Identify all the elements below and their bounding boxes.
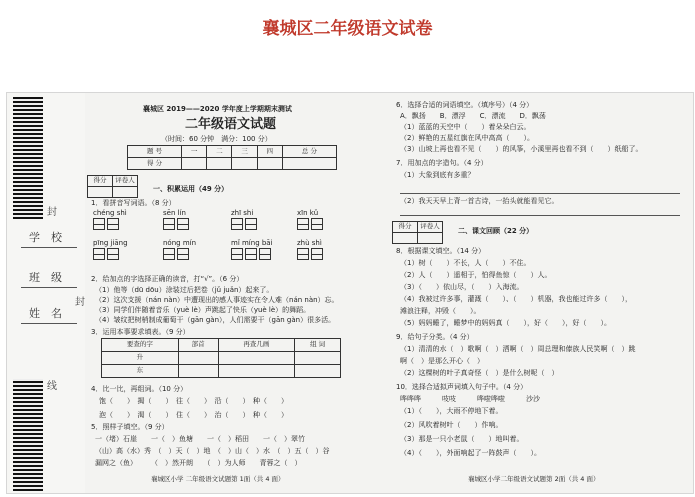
q8-line-3: （3）（ ）依山尽，（ ）入海流。 xyxy=(400,283,524,291)
q9-line-1: （1）清清的水（ ）歌啊（ ）洒啊（ ）周总理和傣族人民笑啊（ ）跳 xyxy=(400,345,636,353)
class-label: 班 级 xyxy=(29,271,62,284)
binding-strip xyxy=(7,93,85,493)
pinyin-4: xīn kǔ xyxy=(297,209,319,217)
q3-header-0: 要查的字 xyxy=(102,339,179,352)
binding-barcode-bottom xyxy=(13,379,43,491)
grader-reviewer: 评卷人 xyxy=(113,176,138,187)
q3-row-2: 东 xyxy=(102,365,179,378)
char-box-row2-a[interactable] xyxy=(93,248,121,260)
fold-mark-feng-2: 封 xyxy=(75,297,85,308)
q7-answer-line-2[interactable] xyxy=(400,215,680,216)
q9-line-2: 啊（ ）是那么开心（ ） xyxy=(400,357,484,365)
q2-line-4: （4）皱纹把树梢制成葡萄干（gān gàn），人们需要干（gān gàn）很多活。 xyxy=(95,316,336,324)
name-label: 姓 名 xyxy=(29,307,62,320)
q3-table xyxy=(101,338,341,378)
q5-line-3: 漏网之（鱼） （ ）然开朗 （ ）为人师 青蓉之（ ） xyxy=(95,459,302,467)
school-label: 学 校 xyxy=(29,231,62,244)
q10-line-4: （4）（ ），外面响起了一阵鼓声（ ）。 xyxy=(400,449,541,457)
grader-table-1 xyxy=(87,175,138,198)
q3-header-3: 组 词 xyxy=(295,339,341,352)
q3-header-2: 再查几画 xyxy=(218,339,295,352)
char-box-row2-c[interactable] xyxy=(231,248,273,260)
school-line xyxy=(21,247,77,248)
q7-answer-line-1[interactable] xyxy=(400,193,680,194)
q8-line-2: （2）人（ ）遥相于，怕得鱼惊（ ）人。 xyxy=(400,271,552,279)
q8-line-5: 滩浪注释，冲毁（ ）。 xyxy=(400,307,481,315)
q2-line-3: （3）同学们伴随着音乐（yuè lè）声跳起了快乐（yuè lè）的舞蹈。 xyxy=(95,306,311,314)
q10-text: 10．选择合适拟声词填入句子中。（4 分） xyxy=(396,383,528,391)
char-box-row2-b[interactable] xyxy=(163,248,191,260)
q9-line-3: （2）这棵树的叶子真奇怪（ ）是什么树呢（ ） xyxy=(400,369,559,377)
q5-line-2: （山）高（水）秀 （ ）天（ ）地 （ ）山（ ）水 （ ）五（ ）谷 xyxy=(95,447,330,455)
q2-line-2: （2）这次支援（nán nàn）中遭现出的感人事迹实在令人难（nán nàn）忘。 xyxy=(95,296,339,304)
binding-barcode-top xyxy=(13,97,43,219)
section-1-title: 一、积累运用（49 分） xyxy=(153,185,229,193)
fold-mark-feng: 封 xyxy=(47,207,57,218)
pinyin-1: chéng shì xyxy=(93,209,127,217)
q3-text: 3．运用本事要求填表。（9 分） xyxy=(91,328,190,336)
page-2-footer: 襄城区小学二年级语文试题第 2面（共 4 面） xyxy=(468,475,600,483)
char-box-row1-a[interactable] xyxy=(93,218,121,230)
pinyin-8: zhù shì xyxy=(297,239,322,247)
grader-reviewer-2: 评卷人 xyxy=(418,222,443,233)
section-2-title: 二、课文回顾（22 分） xyxy=(458,227,534,235)
q4-line-1: 饱（ ） 揭（ ） 往（ ） 沿（ ） 种（ ） xyxy=(99,397,288,405)
q5-text: 5．照样子填空。（9 分） xyxy=(91,423,169,431)
score-table xyxy=(127,145,337,170)
grader-score: 得分 xyxy=(88,176,113,187)
q6-options: A．飘扬 B．漂浮 C．漂流 D．飘荡 xyxy=(400,112,546,120)
q5-line-1: 一（堵）石崖 一（ ）鱼塘 一（ ）稻田 一（ ）翠竹 xyxy=(95,435,305,443)
q10-line-3: （3）那是一只小老鼠（ ）地叫着。 xyxy=(400,435,524,443)
pinyin-6: nóng mín xyxy=(163,239,197,247)
exam-page-1 xyxy=(87,93,384,493)
exam-title: 二年级语文试题 xyxy=(185,117,277,132)
q4-line-2: 泡（ ） 渴（ ） 住（ ） 治（ ） 种（ ） xyxy=(99,411,288,419)
q8-line-1: （1）树（ ）不长，人（ ）不住。 xyxy=(400,259,531,267)
q10-line-1: （1）（ ），大雨不停地下着。 xyxy=(400,407,503,415)
page-1-footer: 襄城区小学 二年级语文试题第 1面（共 4 面） xyxy=(151,475,285,483)
q6-line-3: （3）山坡上再也看不见（ ）的风筝，小溪里再也看不到（ ）纸船了。 xyxy=(400,145,643,153)
exam-page-2 xyxy=(392,93,689,493)
grader-score-2: 得分 xyxy=(393,222,418,233)
q6-text: 6．选择合适的词语填空。（填序号）（4 分） xyxy=(396,101,534,109)
q1-text: 1．看拼音写词语。（8 分） xyxy=(91,199,176,207)
q7-text: 7．用加点的字造句。（4 分） xyxy=(396,159,488,167)
q10-words: 哗哗哗 吱吱 哗啦哗啦 沙沙 xyxy=(400,395,540,403)
q6-line-2: （2）鲜艳的五星红旗在风中高高（ ）。 xyxy=(400,134,534,142)
class-line xyxy=(21,287,77,288)
fold-mark-xian: 线 xyxy=(47,381,57,392)
banner-title: 襄城区二年级语文试卷 xyxy=(262,19,433,39)
q9-text: 9．给句子分类。（4 分） xyxy=(396,333,474,341)
pinyin-5: pīng jiāng xyxy=(93,239,128,247)
score-header-3: 三 xyxy=(232,146,257,158)
q10-line-2: （2）风吹着树叶（ ）作响。 xyxy=(400,421,503,429)
exam-header: 襄城区 2019——2020 学年度上学期期末测试 xyxy=(143,105,292,113)
score-header-0: 题 号 xyxy=(128,146,182,158)
char-box-row1-b[interactable] xyxy=(163,218,191,230)
char-box-row1-c[interactable] xyxy=(231,218,259,230)
score-row-label: 得 分 xyxy=(128,158,182,170)
scanned-exam-sheet xyxy=(6,92,694,494)
q7-line-1: （1）大象到底有多重？ xyxy=(400,171,475,179)
pinyin-2: sēn lín xyxy=(163,209,186,217)
q2-line-1: （1）他等（dū dōu）涂装过后把卷（jǔ juǎn）起来了。 xyxy=(95,286,274,294)
grader-table-2 xyxy=(392,221,443,244)
q8-text: 8．根据课文填空。（14 分） xyxy=(396,247,486,255)
time-score: （时间：60 分钟 满分：100 分） xyxy=(161,135,272,143)
q3-row-1: 升 xyxy=(102,352,179,365)
name-line xyxy=(21,323,77,324)
char-box-row1-d[interactable] xyxy=(297,218,325,230)
q2-text: 2．给加点的字选择正确的读音，打“√”。（6 分） xyxy=(91,275,244,283)
score-header-1: 一 xyxy=(182,146,207,158)
score-header-5: 总 分 xyxy=(282,146,336,158)
score-header-2: 二 xyxy=(207,146,232,158)
q3-header-1: 部首 xyxy=(178,339,218,352)
pinyin-7: mǐ míng bāi xyxy=(231,239,273,247)
pinyin-3: zhī shi xyxy=(231,209,254,217)
score-header-4: 四 xyxy=(257,146,282,158)
char-box-row2-d[interactable] xyxy=(297,248,325,260)
q4-text: 4．比一比，再组词。（10 分） xyxy=(91,385,188,393)
q6-line-1: （1）蓝蓝的天空中（ ）着朵朵白云。 xyxy=(400,123,531,131)
q8-line-6: （5）妈妈睡了，睡梦中的妈妈真（ ），好（ ），好（ ）。 xyxy=(400,319,611,327)
q7-line-2: （2）我天天早上背一首古诗，一抬头就能看见它。 xyxy=(400,197,559,205)
q8-line-4: （4）我被过许多事，灌溉（ ）、（ ）机器，我也能过许多（ ）， xyxy=(400,295,632,303)
